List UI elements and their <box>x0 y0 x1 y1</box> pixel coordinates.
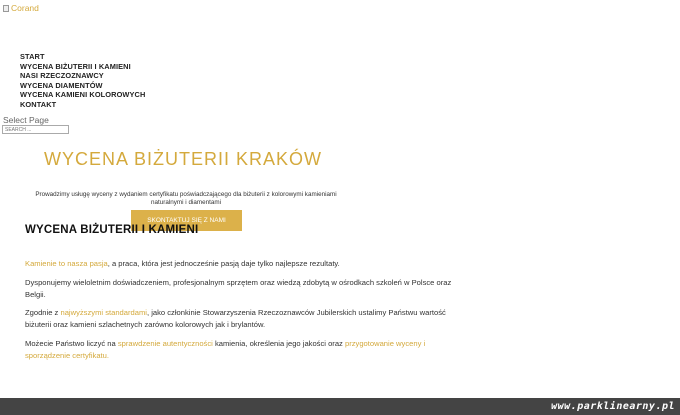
link-najwyzsze-standardy[interactable]: najwyższymi standardami <box>60 308 147 317</box>
site-logo[interactable] <box>3 3 39 13</box>
nav-item-nasi-rzeczoznawcy[interactable]: NASI RZECZOZNAWCY <box>20 71 104 80</box>
broken-image-icon <box>3 5 9 12</box>
paragraph-experience <box>25 277 470 302</box>
link-kamienie-pasja[interactable]: Kamienie to nasza pasja <box>25 259 108 268</box>
hero-title: WYCENA BIŻUTERII KRAKÓW <box>44 149 323 169</box>
section-title: WYCENA BIŻUTERII I KAMIENI <box>25 224 199 236</box>
paragraph-text: Możecie Państwo liczyć na <box>25 339 118 348</box>
paragraph-text: Zgodnie z <box>25 308 61 317</box>
logo-alt-text: Corand <box>11 3 39 13</box>
nav-item-wycena-bizuterii[interactable]: WYCENA BIŻUTERII I KAMIENI <box>20 61 131 71</box>
paragraph-services <box>25 338 470 363</box>
nav-item-kontakt[interactable]: KONTAKT <box>20 99 57 109</box>
nav-item-wycena-kamieni-kolorowych[interactable]: WYCENA KAMIENI KOLOROWYCH <box>20 90 146 99</box>
select-page-label[interactable]: Select Page <box>3 115 49 125</box>
nav-item-wycena-diamentow[interactable]: WYCENA DIAMENTÓW <box>20 80 103 90</box>
contact-us-button[interactable]: SKONTAKTUJ SIĘ Z NAMI <box>131 210 242 231</box>
link-sprawdzenie-autentycznosci[interactable]: sprawdzenie autentyczności <box>117 339 213 348</box>
paragraph-text: Dysponujemy wieloletnim doświadczeniem, profesjonalnym sprzętem oraz wiedzą zdobytą w ośrodkach szkoleń w Polsce oraz Belgii. <box>25 278 452 300</box>
search-input[interactable] <box>2 125 69 134</box>
hero-subtitle: Prowadzimy usługę wyceny z wydaniem certyfikatu poświadczającego dla biżuterii z kolorowymi kamieniami naturalnymi i diamentami <box>35 191 337 207</box>
paragraph-standards <box>25 307 470 332</box>
main-nav <box>20 52 145 109</box>
paragraph-text: , jako członkinie Stowarzyszenia Rzeczoznawców Jubilerskich ustalimy Państwu wartość biżuterii oraz kamieni szlachetnych zarówno kolorowych jak i brylantów. <box>25 308 446 330</box>
watermark: www.parklinearny.pl <box>551 401 675 412</box>
paragraph-passion <box>25 258 470 270</box>
paragraph-text: kamienia, określenia jego jakości oraz <box>212 339 345 348</box>
link-przygotowanie-wyceny[interactable]: przygotowanie wyceny i sporządzenie certyfikatu <box>25 339 426 361</box>
nav-item-start[interactable]: START <box>20 52 45 61</box>
paragraph-text: , a praca, która jest jednocześnie pasją daje tylko najlepsze rezultaty. <box>107 259 340 268</box>
paragraph-end: . <box>106 351 110 361</box>
